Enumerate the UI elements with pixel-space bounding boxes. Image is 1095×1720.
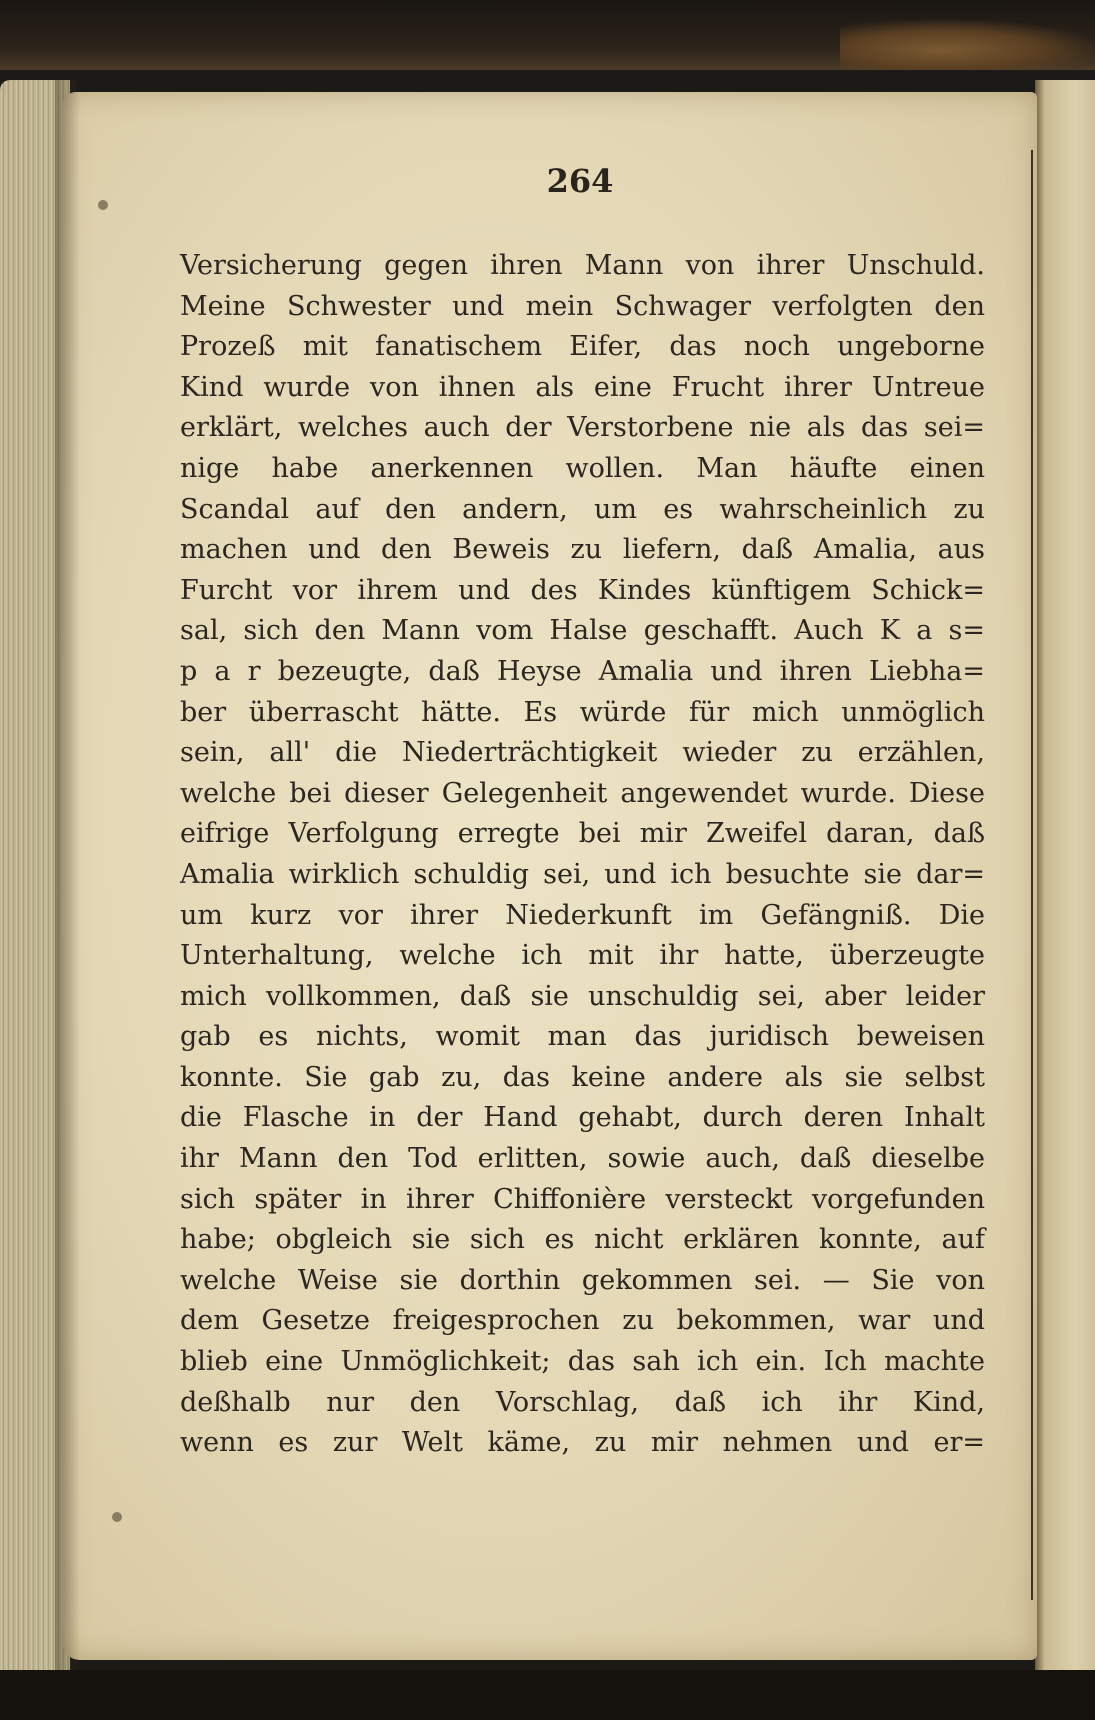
text-line: blieb eine Unmöglichkeit; das sah ich ein. Ich machte <box>180 1346 985 1378</box>
text-line: Amalia wirklich schuldig sei, und ich besuchte sie dar= <box>180 858 985 890</box>
text-line: mich vollkommen, daß sie unschuldig sei, aber leider <box>180 980 985 1012</box>
text-line: sal, sich den Mann vom Halse geschafft. Auch K a s= <box>180 615 985 647</box>
text-line: Scandal auf den andern, um es wahrscheinlich zu <box>180 493 985 525</box>
page-number: 264 <box>546 162 614 200</box>
scan-bottom-edge <box>0 1670 1095 1720</box>
text-line: deßhalb nur den Vorschlag, daß ich ihr Kind, <box>180 1386 985 1418</box>
text-line: eifrige Verfolgung erregte bei mir Zweifel daran, daß <box>180 818 985 850</box>
gutter-line <box>1031 150 1033 1600</box>
frayed-binding <box>840 20 1095 70</box>
text-line: um kurz vor ihrer Niederkunft im Gefängniß. Die <box>180 899 985 931</box>
text-line: p a r bezeugte, daß Heyse Amalia und ihren Liebha= <box>180 655 985 687</box>
next-page-edge <box>1035 80 1095 1680</box>
page-spot <box>98 200 108 210</box>
page-spot <box>112 1512 122 1522</box>
text-line: Meine Schwester und mein Schwager verfolgten den <box>180 290 985 322</box>
text-line: erklärt, welches auch der Verstorbene nie als das sei= <box>180 412 985 444</box>
text-line: sein, all' die Niederträchtigkeit wieder zu erzählen, <box>180 737 985 769</box>
text-line: dem Gesetze freigesprochen zu bekommen, war und <box>180 1305 985 1337</box>
text-line: habe; obgleich sie sich es nicht erklären konnte, auf <box>180 1224 985 1256</box>
text-line: gab es nichts, womit man das juridisch beweisen <box>180 1021 985 1053</box>
text-line: konnte. Sie gab zu, das keine andere als sie selbst <box>180 1061 985 1093</box>
text-line: machen und den Beweis zu liefern, daß Amalia, aus <box>180 534 985 566</box>
text-line: Unterhaltung, welche ich mit ihr hatte, überzeugte <box>180 940 985 972</box>
text-line: ihr Mann den Tod erlitten, sowie auch, daß dieselbe <box>180 1143 985 1175</box>
text-line: ber überrascht hätte. Es würde für mich unmöglich <box>180 696 985 728</box>
text-line: Prozeß mit fanatischem Eifer, das noch ungeborne <box>180 331 985 363</box>
body-text <box>180 246 985 1464</box>
text-line: die Flasche in der Hand gehabt, durch deren Inhalt <box>180 1102 985 1134</box>
text-line: welche Weise sie dorthin gekommen sei. — Sie von <box>180 1264 985 1296</box>
page-shadow <box>55 80 80 1680</box>
text-line: sich später in ihrer Chiffonière versteckt vorgefunden <box>180 1183 985 1215</box>
text-line: nige habe anerkennen wollen. Man häufte einen <box>180 452 985 484</box>
text-line: wenn es zur Welt käme, zu mir nehmen und er= <box>180 1427 985 1459</box>
text-line: Furcht vor ihrem und des Kindes künftigem Schick= <box>180 574 985 606</box>
text-line: Kind wurde von ihnen als eine Frucht ihrer Untreue <box>180 371 985 403</box>
text-line: Versicherung gegen ihren Mann von ihrer Unschuld. <box>180 250 985 281</box>
text-line: welche bei dieser Gelegenheit angewendet wurde. Diese <box>180 777 985 809</box>
